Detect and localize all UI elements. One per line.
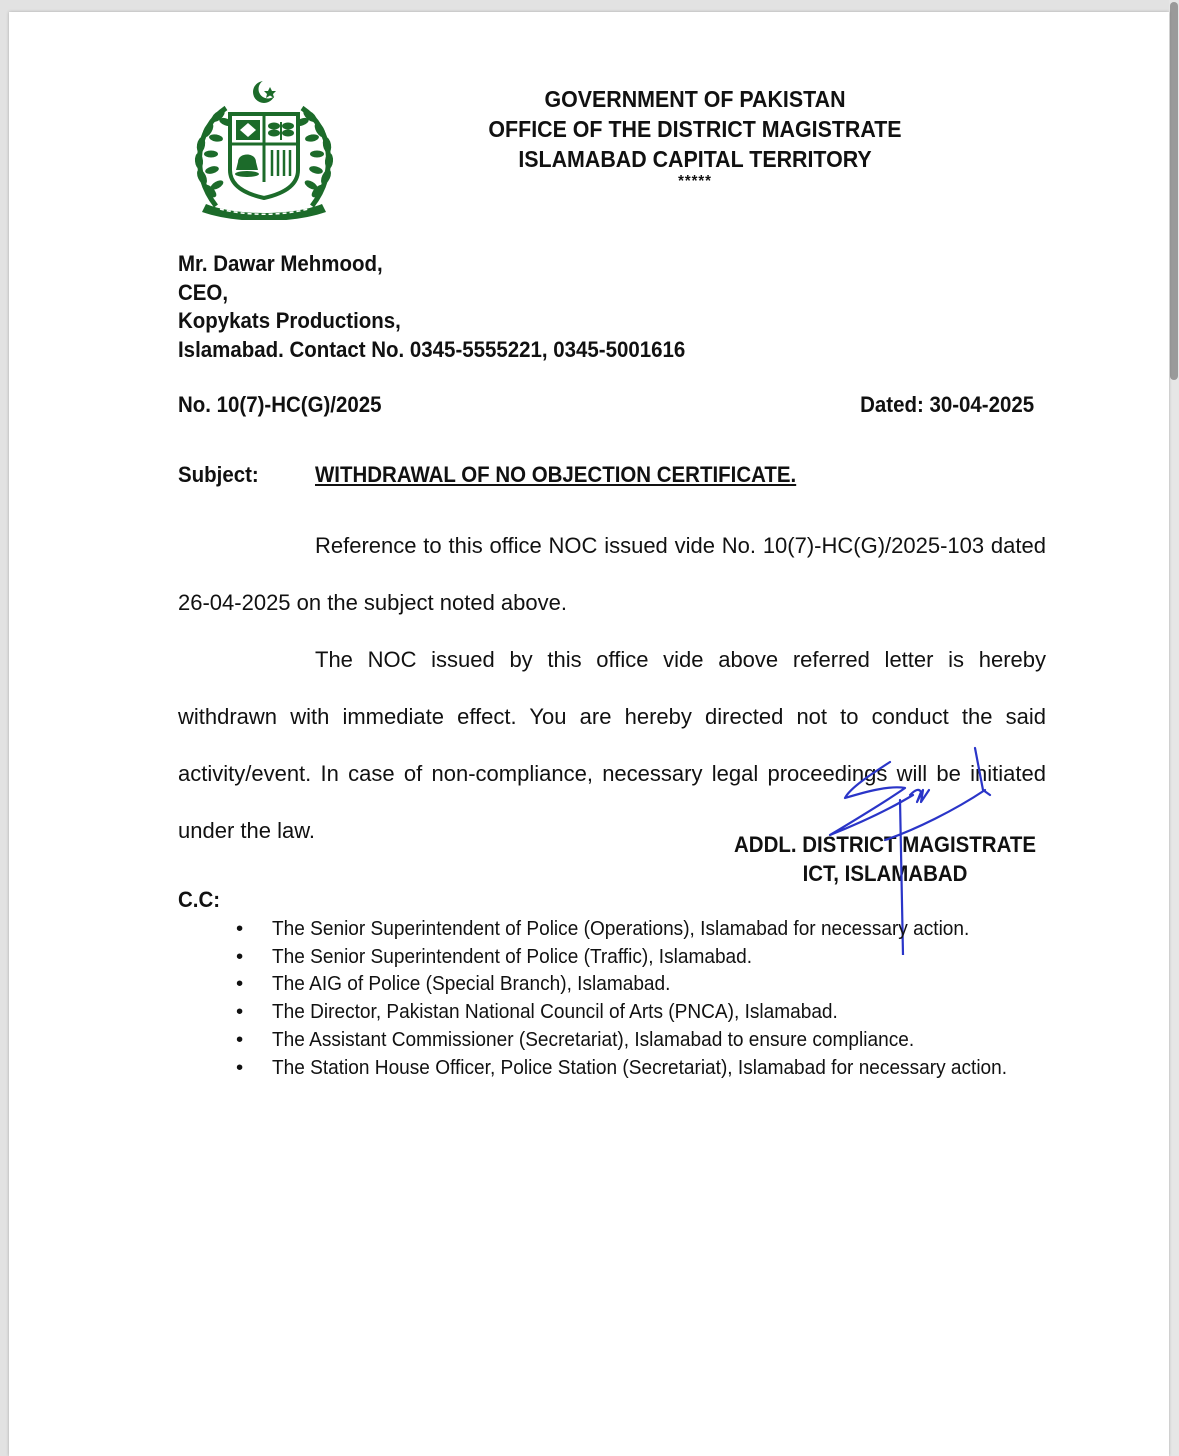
letterhead-government: GOVERNMENT OF PAKISTAN [544, 86, 846, 112]
scrollbar[interactable] [1169, 0, 1179, 1456]
letterhead-territory: ISLAMABAD CAPITAL TERRITORY [518, 146, 872, 172]
bullet-icon: • [236, 944, 244, 968]
addressee-contact: Islamabad. Contact No. 0345-5555221, 0345-5001616 [178, 336, 686, 362]
cc-list [236, 915, 1062, 1081]
bullet-icon: • [236, 1000, 244, 1024]
letterhead-stars: ***** [678, 173, 712, 190]
signatory-block [713, 830, 1057, 888]
cc-label: C.C: [178, 887, 221, 912]
cc-item: • The AIG of Police (Special Branch), Islamabad. [236, 970, 1062, 998]
bullet-icon: • [236, 972, 244, 996]
cc-item: • The Director, Pakistan National Council of Arts (PNCA), Islamabad. [236, 998, 1062, 1026]
reference-number: No. 10(7)-HC(G)/2025 [178, 392, 382, 417]
cc-item: • The Station House Officer, Police Station (Secretariat), Islamabad for necessary action. [236, 1054, 1062, 1082]
bullet-icon: • [236, 917, 244, 940]
addressee-designation: CEO, [178, 279, 229, 305]
signatory-title: ADDL. DISTRICT MAGISTRATE [734, 832, 1036, 857]
addressee-name: Mr. Dawar Mehmood, [178, 251, 383, 276]
cc-item: • The Senior Superintendent of Police (Traffic), Islamabad. [236, 943, 1062, 971]
state-emblem-of-pakistan-icon [186, 78, 342, 220]
bullet-icon: • [236, 1027, 244, 1051]
subject-label: Subject: [178, 462, 259, 487]
subject-title: WITHDRAWAL OF NO OBJECTION CERTIFICATE. [315, 462, 797, 487]
letterhead [449, 84, 942, 190]
letter-body [178, 517, 1046, 859]
bullet-icon: • [236, 1055, 244, 1079]
letterhead-office: OFFICE OF THE DISTRICT MAGISTRATE [488, 116, 902, 142]
cc-item: • The Senior Superintendent of Police (Operations), Islamabad for necessary action. [236, 915, 1062, 943]
scrollbar-thumb[interactable] [1170, 2, 1178, 380]
addressee-block [178, 250, 685, 364]
body-paragraph-reference: Reference to this office NOC issued vide No. 10(7)-HC(G)/2025-103 dated 26-04-2025 on the subject noted above. [178, 533, 1046, 615]
body-paragraph-withdrawal: The NOC issued by this office vide above referred letter is hereby withdrawn with immediate effect. You are hereby directed not to conduct the said activity/event. In case of non-compliance, necessary legal proceedings will be initiated under the law. [178, 647, 1046, 843]
addressee-company: Kopykats Productions, [178, 308, 401, 333]
reference-date: Dated: 30-04-2025 [859, 392, 1034, 417]
cc-item: • The Assistant Commissioner (Secretariat), Islamabad to ensure compliance. [236, 1026, 1062, 1054]
signatory-location: ICT, ISLAMABAD [802, 861, 968, 886]
